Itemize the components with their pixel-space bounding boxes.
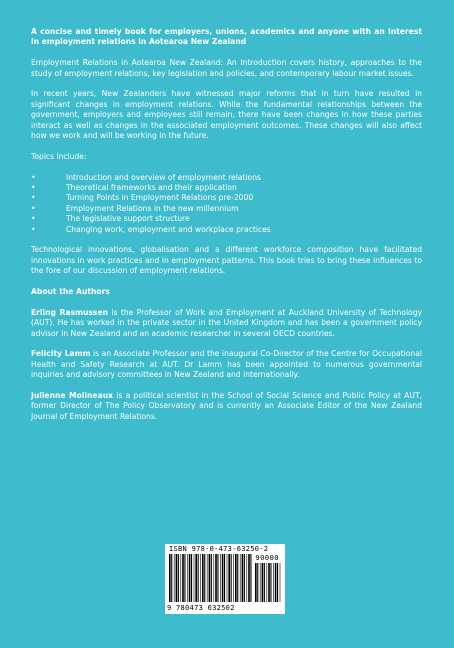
bullet-icon: • — [31, 172, 36, 182]
intro-paragraph: Employment Relations in Aotearoa New Zealand: An Introduction covers history, approaches to the study of employment relations, key legislation and policies, and contemporary labour market issues. — [31, 58, 422, 78]
barcode-bars — [169, 554, 253, 602]
topics-heading: Topics include: — [31, 151, 87, 161]
authors-heading: About the Authors — [31, 286, 110, 296]
topic-item: • Theoretical frameworks and their application — [31, 183, 237, 193]
isbn-label: ISBN 978-0-473-63250-2 — [169, 545, 269, 553]
author-bio: Erling Rasmussen is the Professor of Work and Employment at Auckland University of Technology (AUT). He has worked in the private sector in the United Kingdom and has been a government policy advisor in New Zealand and an academic researcher in several OECD countries. — [31, 307, 423, 338]
barcode-digits: 9 780473 632502 — [167, 604, 235, 612]
bullet-icon: • — [31, 224, 36, 234]
author-bio: Julienne Molineaux is a political scientist in the School of Social Science and Public Policy at AUT, former Director of The Policy Observatory and is currently an Associate Editor of the New Zealand Journal of Employment Relations. — [31, 390, 422, 421]
topic-item: • Changing work, employment and workplace practices — [31, 224, 271, 234]
topic-item: • The legislative support structure — [31, 214, 190, 224]
author-name: Julienne Molineaux — [31, 390, 114, 400]
topic-item: • Turning Points in Employment Relations pre-2000 — [31, 193, 254, 203]
blurb-text — [31, 27, 422, 433]
topic-item: • Introduction and overview of employment relations — [31, 172, 261, 182]
topics-list — [31, 173, 422, 235]
reforms-paragraph: In recent years, New Zealanders have witnessed major reforms that in turn have resulted in significant changes in employment relations. While the fundamental relationships between the government, employers and employees still remain, there have been changes in how these parties interact as well as changes in the associated employment outcomes. These changes will also affect how we work and will be working in the future. — [31, 89, 422, 141]
bullet-icon: • — [31, 183, 36, 193]
closing-paragraph: Technological innovations, globalisation and a different workforce composition have facilitated innovations in work practices and in employment patterns. This book tries to bring these influences to the fore of our discussion of employment relations. — [31, 245, 422, 276]
author-name: Erling Rasmussen — [31, 307, 109, 317]
tagline: A concise and timely book for employers, unions, academics and anyone with an interest in employment relations in Aotearoa New Zealand — [31, 27, 422, 47]
bullet-icon: • — [31, 214, 36, 224]
author-bio: Felicity Lamm is an Associate Professor and the inaugural Co-Director of the Centre for Occupational Health and Safety Research at AUT. Dr Lamm has been appointed to numerous governmental inquiries and advisory committees in New Zealand and internationally. — [31, 349, 422, 380]
bullet-icon: • — [31, 203, 36, 213]
addon-barcode-bars — [255, 563, 281, 602]
price-code: 90000 — [255, 554, 279, 562]
isbn-barcode — [165, 544, 285, 614]
author-name: Felicity Lamm — [31, 349, 91, 359]
bullet-icon: • — [31, 193, 36, 203]
topic-item: • Employment Relations in the new millennium — [31, 203, 239, 213]
